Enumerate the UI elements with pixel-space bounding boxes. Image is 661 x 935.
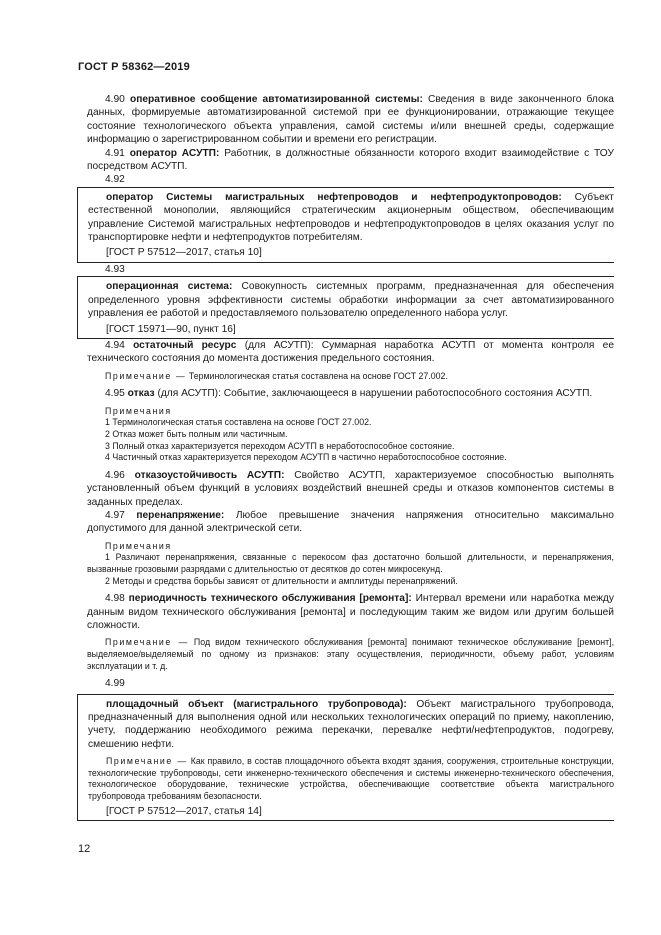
note-label: Примечание — — [105, 637, 189, 648]
entry-number: 4.95 — [105, 388, 125, 400]
note-label: Примечание — — [105, 370, 187, 381]
notes-label: Примечания — [105, 540, 172, 551]
entry-4-97 — [87, 509, 614, 536]
note-label: Примечание — — [106, 756, 188, 767]
entry-text: Сведения в виде законченного блока данных, формируемые автоматизированной системой при ее функционировании, отражающие текущее состояние технологического объекта управления, самой системы и/или внешней среды, содержащие информацию о зарегистрированном событии и времени его регистрации. — [87, 94, 614, 146]
note-item: 3 Полный отказ характеризуется переходом АСУТП в неработоспособное состояние. — [105, 440, 455, 451]
entry-number: 4.96 — [105, 469, 125, 481]
note-item: 1 Терминологическая статья составлена на основе ГОСТ 27.002. — [105, 417, 372, 428]
note-text: Как правило, в состав площадочного объекта входят здания, сооружения, строительные конструкции, технологические трубопроводы, сети инженерно-технического обеспечения и системы инженерно-технического обеспечения, технологическое оборудование, технические устройства, обеспечивающие соответствие объекта магистрального трубопровода требованиям безопасности. — [88, 756, 614, 801]
entry-text: Совокупность системных программ, предназначенная для обеспечения определенного уровня эффективности системы обработки информации за счет автоматизированного управления ее работой и предоставляемого пользователю определенного набора услуг. — [88, 281, 614, 320]
entry-term: отказ — [127, 388, 155, 400]
entry-number-4-99: 4.99 — [105, 678, 125, 690]
entry-4-92-box — [77, 187, 614, 263]
note-item: 1 Различают перенапряжения, связанные с перекосом фаз достаточно большой длительности, и перенапряжения, вызванные грозовыми разрядами с длительностью от десятков до сотен микросекунд. — [87, 552, 614, 574]
entry-number: 4.94 — [105, 339, 125, 351]
entry-4-98 — [87, 592, 614, 632]
entry-4-95 — [87, 387, 614, 400]
entry-number: 4.98 — [105, 593, 125, 605]
note-item: 4 Частичный отказ характеризуется переходом АСУТП в частично неработоспособное состояние. — [105, 452, 507, 463]
entry-text: (для АСУТП): Событие, заключающееся в нарушении работоспособного состояния АСУТП. — [157, 388, 593, 400]
entry-text: Свойство АСУТП, характеризуемое способностью выполнять установленный объем функций в условиях воздействий внешней среды и отказов компонентов системы в заданных пределах. — [87, 469, 614, 508]
entry-text: (для АСУТП): Суммарная наработка АСУТП от момента контроля ее технического состояния до момента достижения предельного состояния. — [87, 339, 614, 365]
entry-term: периодичность технического обслуживания [ремонта]: — [128, 593, 412, 605]
entry-text: Любое превышение значения напряжения относительно максимально допустимого для данной электрической сети. — [87, 509, 614, 535]
entry-note — [87, 637, 614, 672]
page-number: 12 — [78, 843, 91, 855]
entry-text: Объект магистрального трубопровода, предназначенный для выполнения одной или нескольких технологических операций по приему, накоплению, учету, поддержанию необходимого режима перекачки, перевалке нефти/нефтепродуктов, подогреву, смешению нефти. — [88, 698, 614, 750]
entry-4-93-box — [77, 276, 614, 339]
entry-source: [ГОСТ Р 57512—2017, статья 14] — [106, 805, 262, 817]
entry-4-90 — [87, 93, 614, 147]
entry-source: [ГОСТ 15971—90, пункт 16] — [106, 323, 236, 335]
entry-note — [88, 756, 614, 802]
document-body — [87, 93, 614, 821]
entry-source: [ГОСТ Р 57512—2017, статья 10] — [106, 247, 262, 259]
entry-term: остаточный ресурс — [133, 339, 237, 351]
note-text: Терминологическая статья составлена на основе ГОСТ 27.002. — [188, 370, 448, 381]
note-item: 2 Отказ может быть полным или частичным. — [105, 428, 288, 439]
entry-number-4-92: 4.92 — [105, 174, 125, 186]
entry-4-96 — [87, 469, 614, 509]
entry-4-93 — [88, 280, 614, 320]
notes-label: Примечания — [105, 405, 172, 416]
entry-note — [87, 371, 614, 383]
entry-term: оператор АСУТП: — [129, 147, 220, 159]
entry-4-91 — [87, 147, 614, 174]
entry-number: 4.97 — [105, 509, 125, 521]
entry-term: перенапряжение: — [136, 509, 225, 521]
entry-term: оператор Системы магистральных нефтепроводов и нефтепродуктопроводов: — [106, 191, 562, 203]
entry-number-4-93: 4.93 — [105, 263, 125, 275]
entry-term: площадочный объект (магистрального трубопровода): — [106, 698, 407, 710]
entry-term: операционная система: — [106, 281, 233, 293]
entry-term: оперативное сообщение автоматизированной системы: — [129, 94, 423, 105]
entry-term: отказоустойчивость АСУТП: — [134, 469, 285, 481]
entry-number: 4.91 — [105, 147, 125, 159]
entry-4-99-box — [77, 694, 614, 821]
note-item: 2 Методы и средства борьбы зависят от длительности и амплитуды перенапряжений. — [105, 575, 458, 586]
entry-text: Интервал времени или наработка между данным видом технического обслуживания [ремонта] и последующим таким же видом или другим большей сложности. — [87, 593, 614, 631]
entry-4-92 — [88, 191, 614, 245]
entry-number: 4.90 — [105, 94, 125, 105]
entry-text: Работник, в должностные обязанности которого входит взаимодействие с ТОУ посредством АСУТП. — [87, 147, 614, 173]
entry-4-99 — [88, 698, 614, 752]
entry-4-94 — [87, 339, 614, 366]
note-text: Под видом технического обслуживания [ремонта] понимают техническое обслуживание [ремонт], выделяемое/выделяемый по одному из признаков: этапу осуществления, периодичности, объему работ, условиям эксплуатации и т. д. — [87, 637, 615, 671]
document-header: ГОСТ Р 58362—2019 — [78, 61, 190, 73]
entry-text: Субъект естественной монополии, являющийся стратегическим акционерным обществом, обеспечивающим управление Системой магистральных нефтепроводов и нефтепродуктопроводов в целях оказания услуг по транспортировке нефти и нефтепродуктов потребителям. — [88, 191, 614, 244]
